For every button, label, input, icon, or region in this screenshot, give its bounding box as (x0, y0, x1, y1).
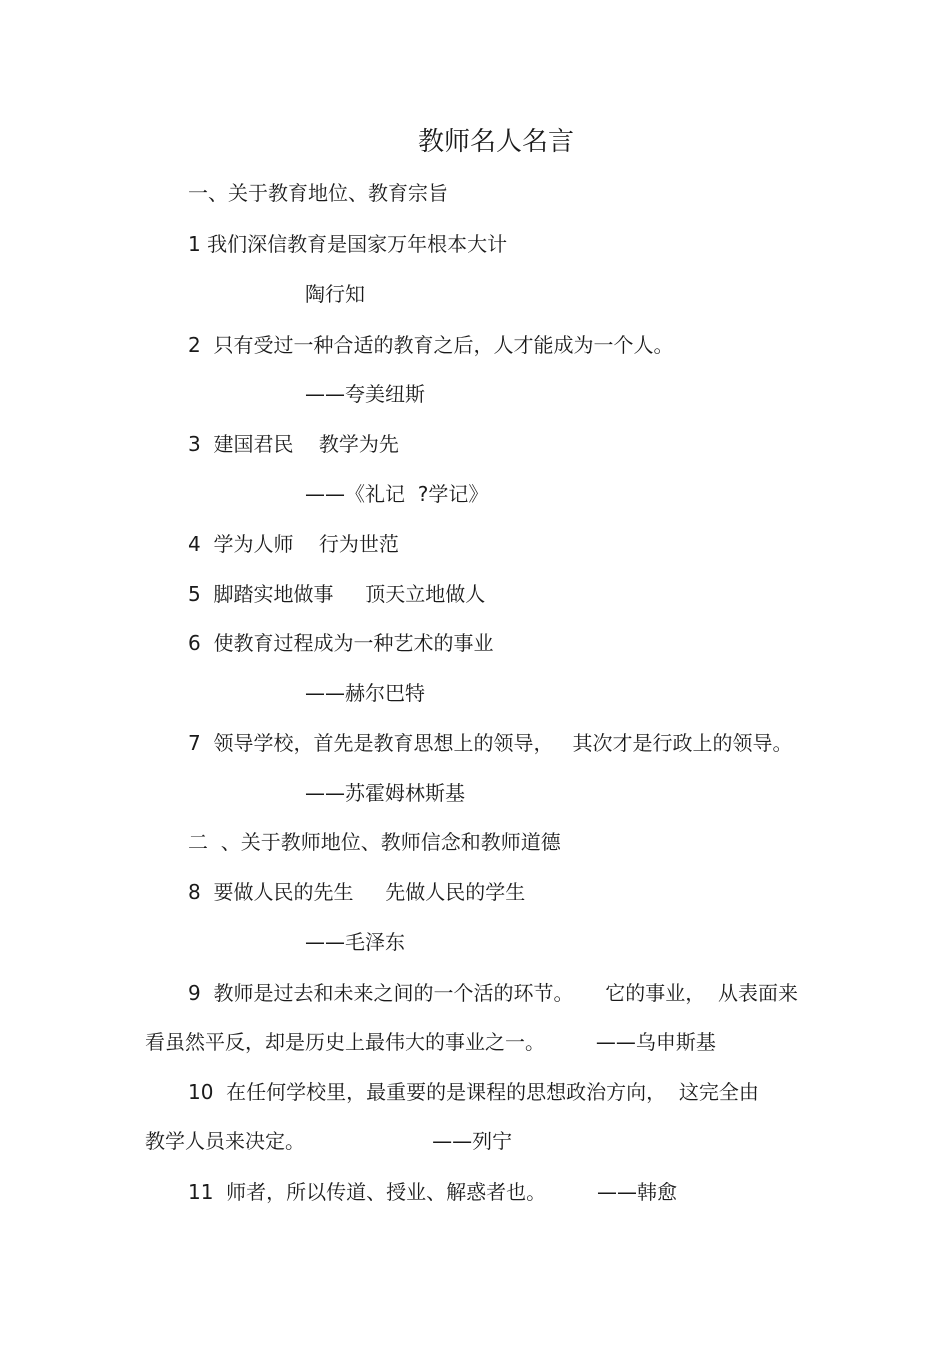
quote-9-line-1: 9 教师是过去和未来之间的一个活的环节。 它的事业， 从表面来 (188, 981, 798, 1005)
quote-8: 8 要做人民的先生 先做人民的学生 (188, 880, 526, 904)
quote-11: 11 师者，所以传道、授业、解惑者也。 ——韩愈 (188, 1180, 678, 1204)
quote-3-author: ——《礼记 ?学记》 (305, 482, 489, 506)
section-heading-1: 一、关于教育地位、教育宗旨 (188, 181, 448, 205)
quote-5: 5 脚踏实地做事 顶天立地做人 (188, 582, 486, 606)
section-heading-2: 二 、关于教师地位、教师信念和教师道德 (188, 830, 561, 854)
quote-8-author: ——毛泽东 (305, 930, 405, 954)
quote-6-author: ——赫尔巴特 (305, 681, 425, 705)
quote-10-line-2: 教学人员来决定。 ——列宁 (145, 1129, 513, 1153)
quote-4: 4 学为人师 行为世范 (188, 532, 399, 556)
quote-7: 7 领导学校，首先是教育思想上的领导， 其次才是行政上的领导。 (188, 731, 793, 755)
quote-6: 6 使教育过程成为一种艺术的事业 (188, 631, 494, 655)
quote-1: 1 我们深信教育是国家万年根本大计 (188, 232, 508, 256)
quote-2: 2 只有受过一种合适的教育之后，人才能成为一个人。 (188, 333, 674, 357)
page-title: 教师名人名言 (418, 127, 575, 157)
quote-3: 3 建国君民 教学为先 (188, 432, 399, 456)
quote-1-author: 陶行知 (305, 282, 365, 306)
quote-9-line-2: 看虽然平反，却是历史上最伟大的事业之一。 ——乌申斯基 (145, 1030, 716, 1054)
quote-2-author: ——夸美纽斯 (305, 382, 425, 406)
quote-7-author: ——苏霍姆林斯基 (305, 781, 465, 805)
quote-10-line-1: 10 在任何学校里，最重要的是课程的思想政治方向， 这完全由 (188, 1080, 759, 1104)
